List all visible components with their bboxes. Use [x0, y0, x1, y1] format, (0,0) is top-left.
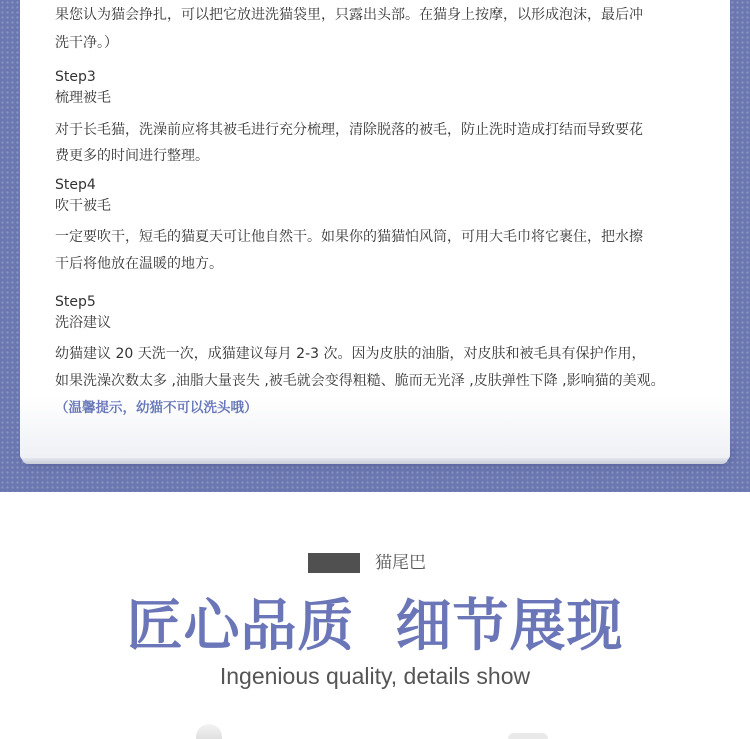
step4-label: Step4: [55, 177, 96, 193]
section-title: 匠心品质 细节展现: [126, 594, 624, 659]
step3-line-1: 对于长毛猫，洗澡前应将其被毛进行充分梳理，清除脱落的被毛，防止洗时造成打结而导致要花: [55, 122, 643, 138]
section-label: 猫尾巴: [375, 553, 426, 573]
step5-line-2: 如果洗澡次数太多 ,油脂大量丧失 ,被毛就会变得粗糙、脆而无光泽 ,皮肤弹性下降 ,影响猫的美观。: [55, 373, 665, 389]
step5-label: Step5: [55, 294, 96, 310]
notepad-bottom-edge: [22, 458, 728, 464]
section-label-bar: [308, 553, 360, 573]
step3-title: 梳理被毛: [55, 90, 111, 106]
product-image-peek-right: [508, 733, 548, 739]
section-subtitle: Ingenious quality, details show: [219, 663, 531, 689]
step4-title: 吹干被毛: [55, 198, 111, 214]
step5-title: 洗浴建议: [55, 315, 111, 331]
step5-line-1: 幼猫建议 20 天洗一次，成猫建议每月 2-3 次。因为皮肤的油脂，对皮肤和被毛具有保护作用，: [55, 346, 646, 362]
step3-line-2: 费更多的时间进行整理。: [55, 148, 209, 164]
step4-line-1: 一定要吹干，短毛的猫夏天可让他自然干。如果你的猫猫怕风筒，可用大毛巾将它裹住，把水擦: [55, 229, 643, 245]
step3-label: Step3: [55, 69, 96, 85]
step4-line-2: 干后将他放在温暖的地方。: [55, 256, 223, 272]
warm-tip: （温馨提示，幼猫不可以洗头哦）: [55, 400, 258, 416]
intro-line-1: 果您认为猫会挣扎，可以把它放进洗猫袋里，只露出头部。在猫身上按摩，以形成泡沫，最后冲: [55, 7, 643, 23]
intro-line-2: 洗干净。）: [55, 35, 118, 51]
